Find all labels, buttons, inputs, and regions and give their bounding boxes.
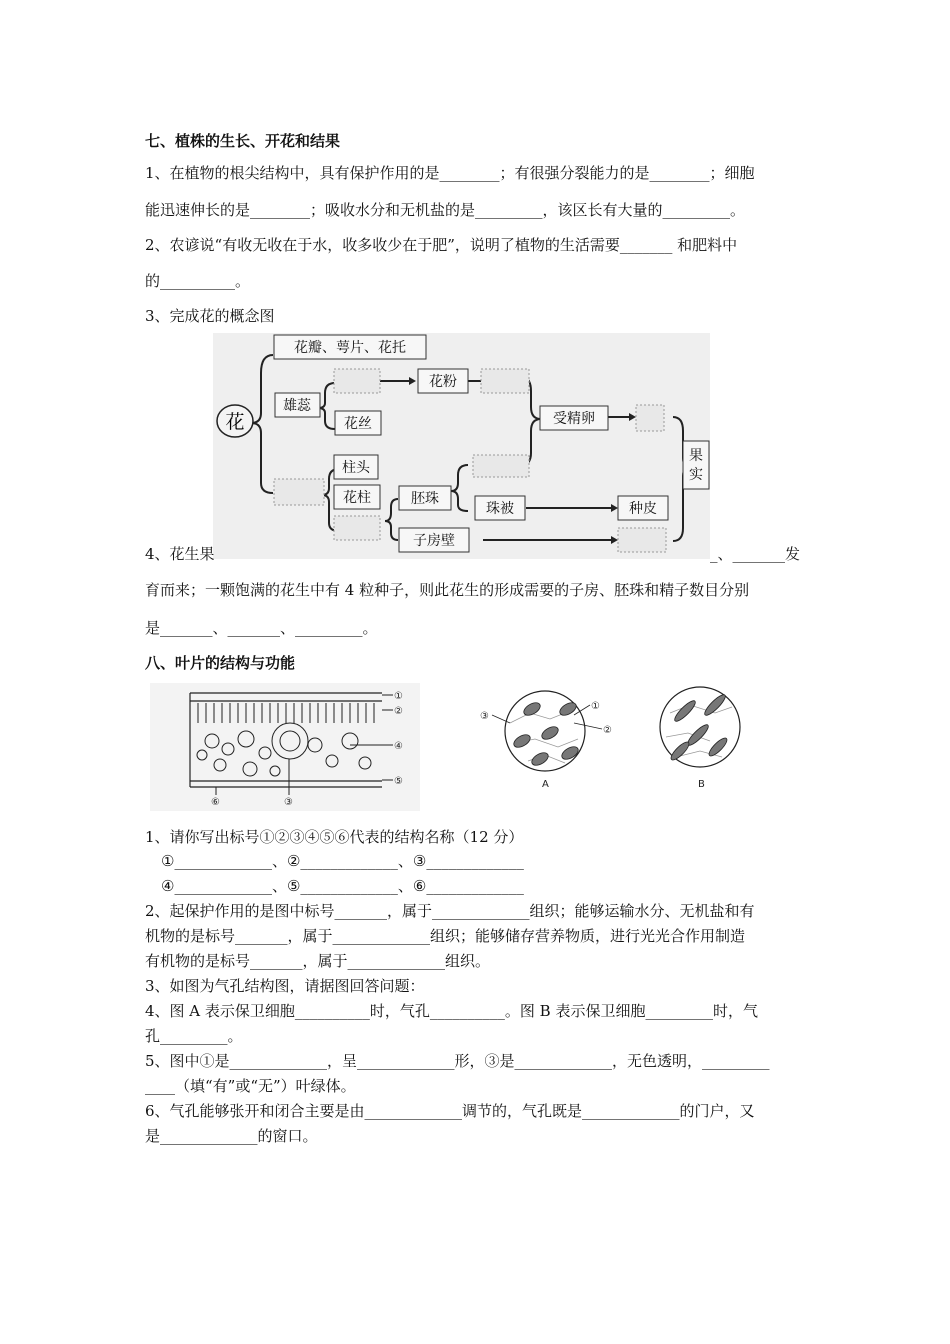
s8-q2-line2: 机物的是标号_______，属于_____________组织；能够储存营养物质，进行光光合作用制造 (145, 927, 746, 945)
stoma-label-2: ② (603, 725, 612, 736)
blank-ovary[interactable] (334, 516, 380, 540)
blank-embryo[interactable] (636, 405, 664, 431)
stoma-label-a: A (542, 779, 549, 790)
s7-q1-line1: 1、在植物的根尖结构中，具有保护作用的是________；有很强分裂能力的是________；细胞 (145, 164, 755, 182)
flower-concept-map (213, 333, 710, 559)
map-fertilized-egg: 受精卵 (553, 411, 595, 427)
blank-pollen-tube[interactable] (481, 369, 529, 393)
leaf-cross-section-figure (150, 683, 420, 811)
blank-egg-cell[interactable] (473, 455, 529, 477)
leaf-label-4: ④ (394, 741, 403, 752)
map-integument: 珠被 (486, 501, 514, 517)
blank-anther[interactable] (334, 369, 380, 393)
leaf-label-2: ② (394, 706, 403, 717)
stoma-label-3: ③ (480, 711, 489, 722)
s7-q2-line2: 的__________。 (145, 272, 251, 290)
stoma-label-b: B (698, 779, 705, 790)
map-style: 花柱 (343, 490, 371, 506)
map-petals: 花瓣、萼片、花托 (294, 340, 406, 356)
s8-q6-line2: 是_____________的窗口。 (145, 1127, 318, 1145)
s7-q1-line2: 能迅速伸长的是________；吸收水分和无机盐的是_________，该区长有大量的_________。 (145, 201, 746, 219)
s8-q1-row2: ④_____________、⑤_____________、⑥_____________ (161, 877, 524, 895)
s7-q4-line3: 是_______、_______、_________。 (145, 619, 378, 637)
leaf-label-5: ⑤ (394, 776, 403, 787)
s8-q5-line2: ____（填“有”或“无”）叶绿体。 (145, 1077, 356, 1095)
blank-pistil[interactable] (274, 479, 324, 505)
map-ovary-wall: 子房壁 (413, 533, 455, 549)
map-ovule: 胚珠 (411, 491, 439, 507)
s8-q2-line3: 有机物的是标号_______，属于_____________组织。 (145, 952, 491, 970)
s8-q3: 3、如图为气孔结构图，请据图回答问题： (145, 977, 425, 995)
map-root: 花 (225, 411, 245, 433)
s8-q1: 1、请你写出标号①②③④⑤⑥代表的结构名称（12 分） (145, 828, 524, 846)
stomata-figure (470, 683, 760, 795)
map-fruit-char: 果 (689, 448, 703, 464)
map-stigma: 柱头 (342, 460, 370, 476)
leaf-label-1: ① (394, 691, 403, 702)
map-filament: 花丝 (344, 416, 372, 432)
map-fruit-char: 实 (689, 467, 703, 483)
s7-q4-start: 4、花生果 (145, 545, 215, 563)
s7-q3: 3、完成花的概念图 (145, 307, 275, 325)
leaf-label-6: ⑥ (211, 797, 220, 808)
s8-q1-row1: ①_____________、②_____________、③_____________ (161, 852, 524, 870)
stoma-label-1: ① (591, 701, 600, 712)
section7-title: 七、植株的生长、开花和结果 (145, 132, 341, 150)
s7-q2-line1: 2、农谚说“有收无收在于水，收多收少在于肥”，说明了植物的生活需要_______ 和肥料中 (145, 236, 738, 254)
s8-q4-line1: 4、图 A 表示保卫细胞__________时，气孔__________。图 B 表示保卫细胞_________时，气 (145, 1002, 758, 1020)
s8-q4-line2: 孔_________。 (145, 1027, 243, 1045)
s8-q6-line1: 6、气孔能够张开和闭合主要是由_____________调节的，气孔既是_____________的门户，又 (145, 1102, 755, 1120)
leaf-label-3: ③ (284, 797, 293, 808)
s8-q5-line1: 5、图中①是_____________，呈_____________形，③是_____________，无色透明，_________ (145, 1052, 770, 1070)
map-stamen: 雄蕊 (283, 398, 311, 414)
map-seed-coat: 种皮 (629, 501, 657, 517)
section8-title: 八、叶片的结构与功能 (145, 654, 296, 672)
s8-q2-line1: 2、起保护作用的是图中标号_______，属于_____________组织；能够运输水分、无机盐和有 (145, 902, 755, 920)
blank-pericarp[interactable] (618, 528, 666, 552)
s7-q4-end: _、_______发 (710, 545, 801, 563)
map-pollen: 花粉 (429, 374, 457, 390)
s7-q4-line2: 育而来；一颗饱满的花生中有 4 粒种子，则此花生的形成需要的子房、胚珠和精子数目分别 (145, 581, 750, 599)
